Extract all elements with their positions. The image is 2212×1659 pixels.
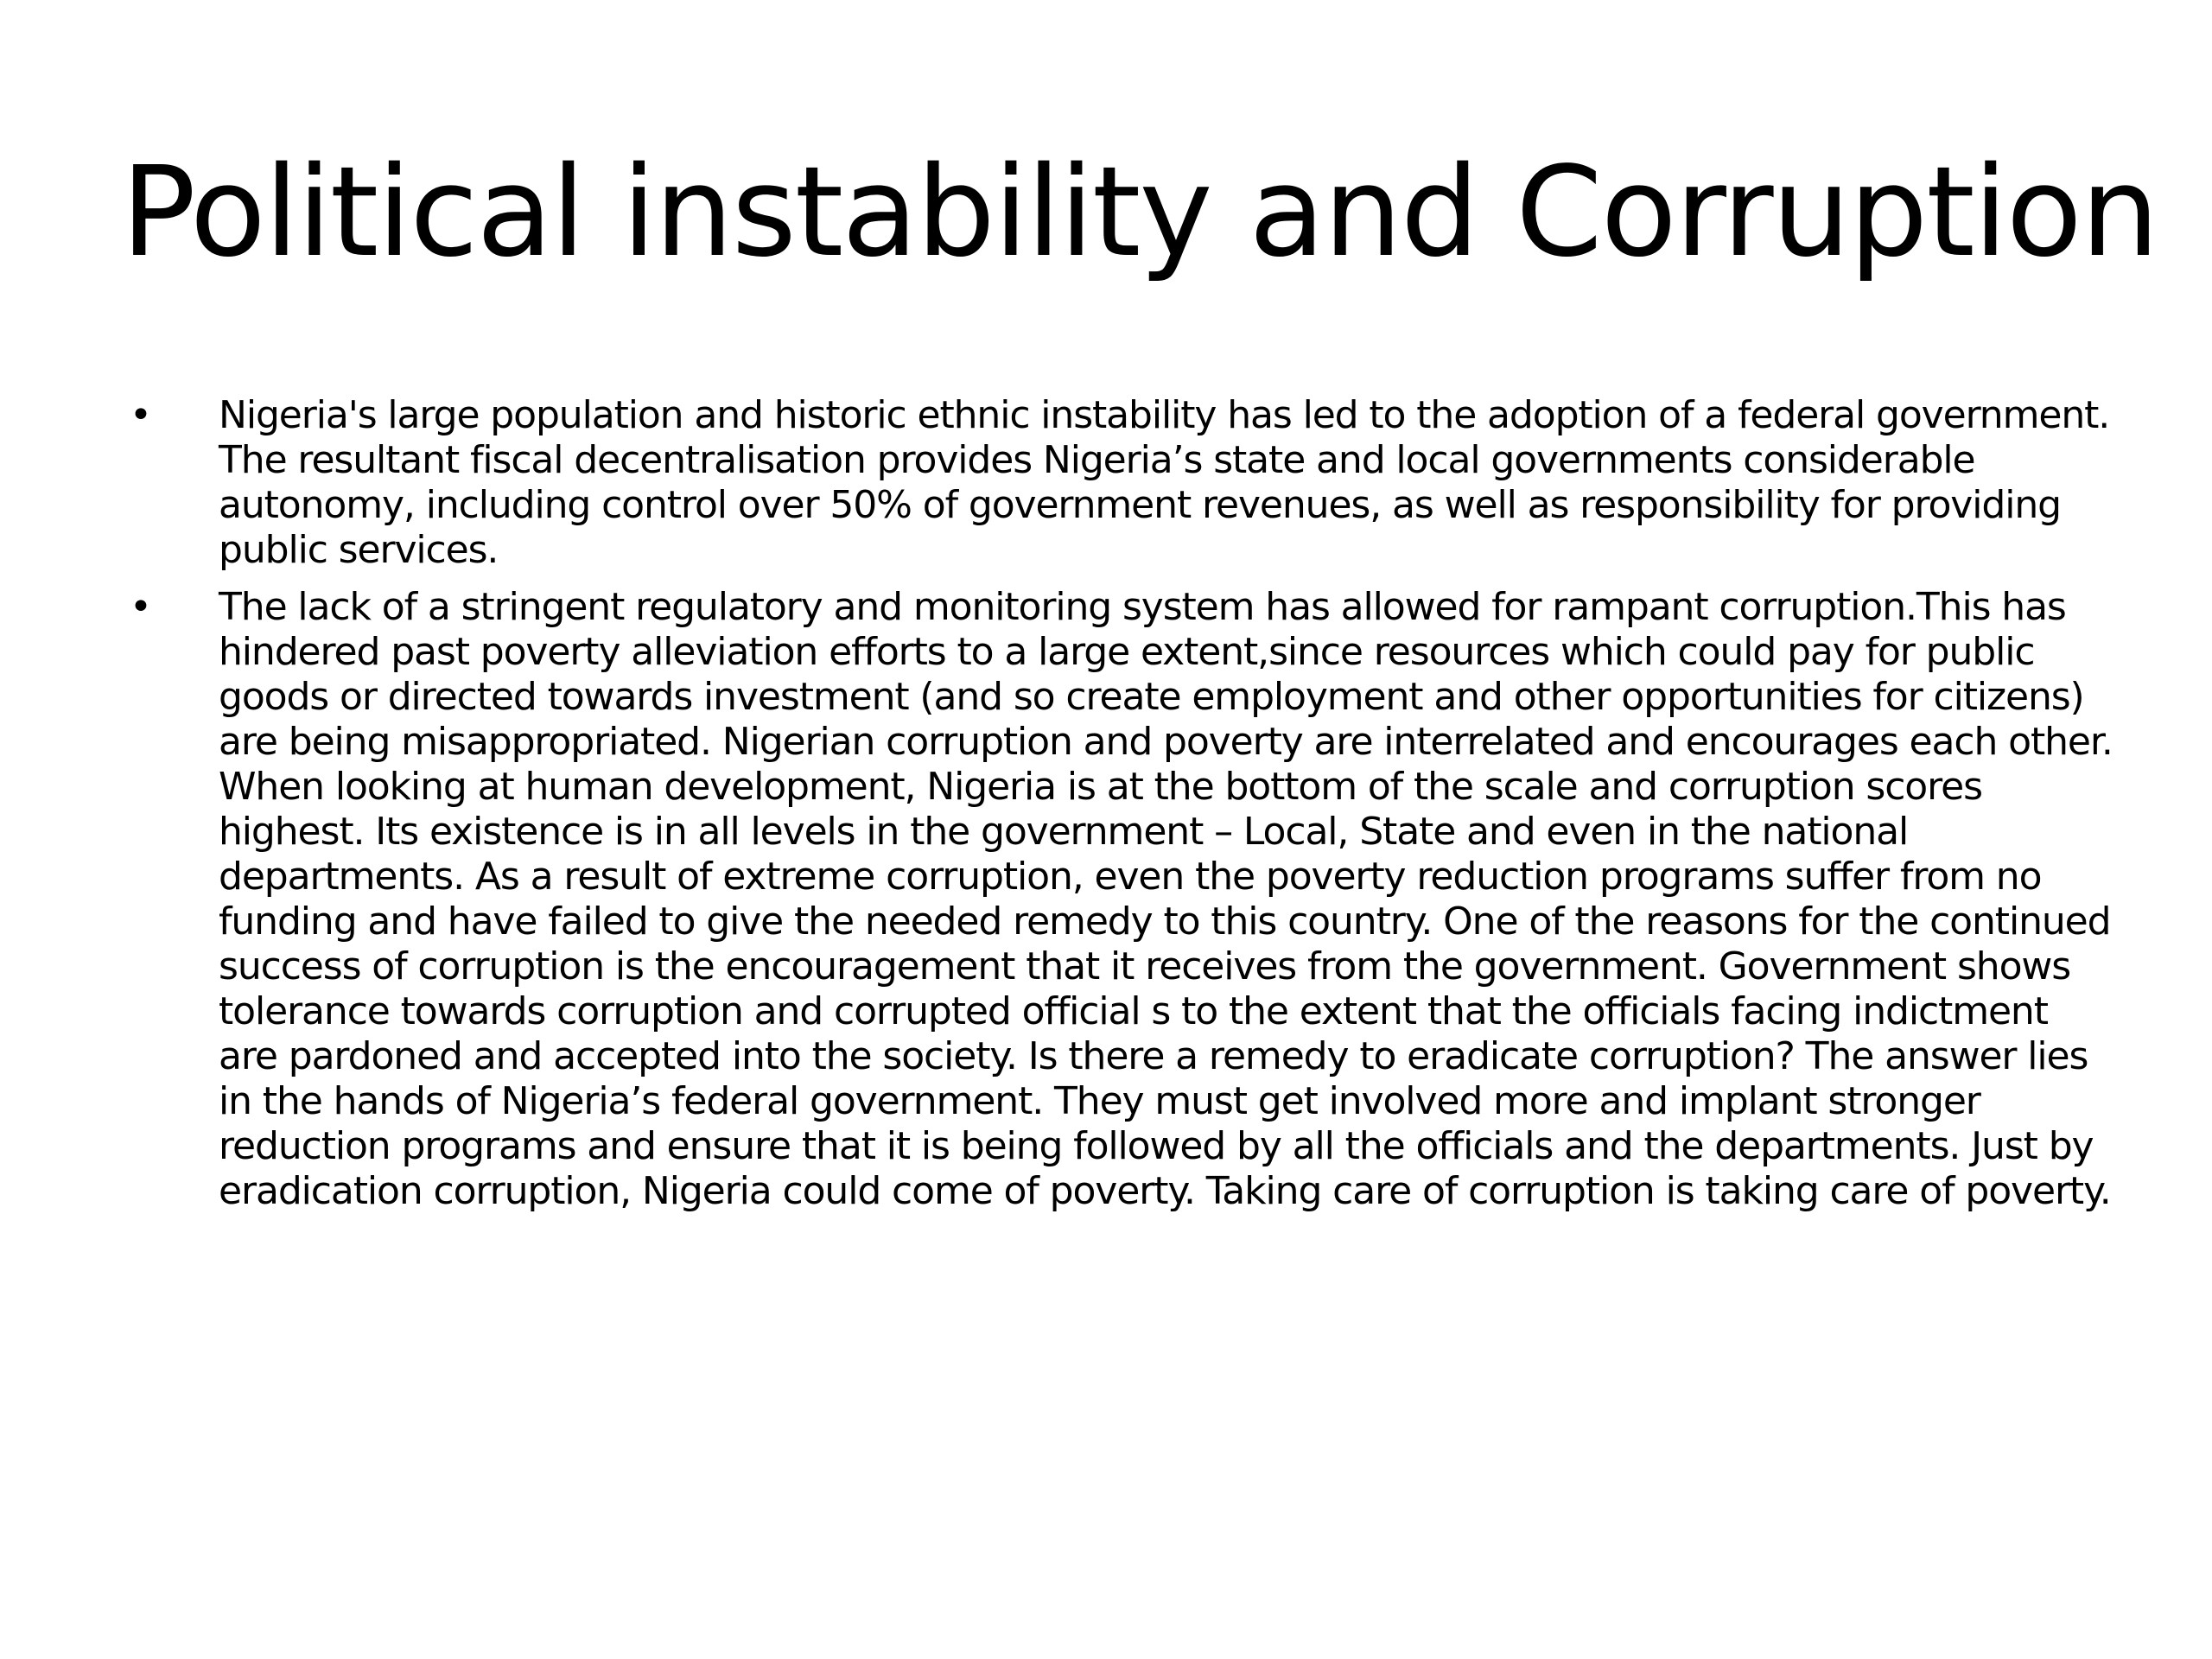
bullet-item [130,585,2117,1214]
bullet-list [130,393,2117,1226]
bullet-text: Nigeria's large population and historic ethnic instability has led to the adoption of a federal government. The resultant fiscal decentralisation provides Nigeria’s state and local governments considerable autonomy, including control over 50% of government revenues, as well as responsibility for providing public services. [219,393,2110,572]
bullet-text: The lack of a stringent regulatory and monitoring system has allowed for rampant corruption.This has hindered past poverty alleviation efforts to a large extent,since resources which could pay for public goods or directed towards investment (and so create employment and other opportunities for citizens) are being misappropriated. Nigerian corruption and poverty are interrelated and encourages each other. When looking at human development, Nigeria is at the bottom of the scale and corruption scores highest. Its existence is in all levels in the government – Local, State and even in the national departments. As a result of extreme corruption, even the poverty reduction programs suffer from no funding and have failed to give the needed remedy to this country. One of the reasons for the continued success of corruption is the encouragement that it receives from the government. Government shows tolerance towards corruption and corrupted official s to the extent that the officials facing indictment are pardoned and accepted into the society. Is there a remedy to eradicate corruption? The answer lies in the hands of Nigeria’s federal government. They must get involved more and implant stronger reduction programs and ensure that it is being followed by all the officials and the departments. Just by eradication corruption, Nigeria could come of poverty. Taking care of corruption is taking care of poverty. [219,585,2113,1213]
bullet-dot-icon: • [130,585,152,629]
bullet-dot-icon: • [130,393,152,437]
slide-title: Political instability and Corruption [121,139,2158,284]
bullet-item [130,393,2117,573]
